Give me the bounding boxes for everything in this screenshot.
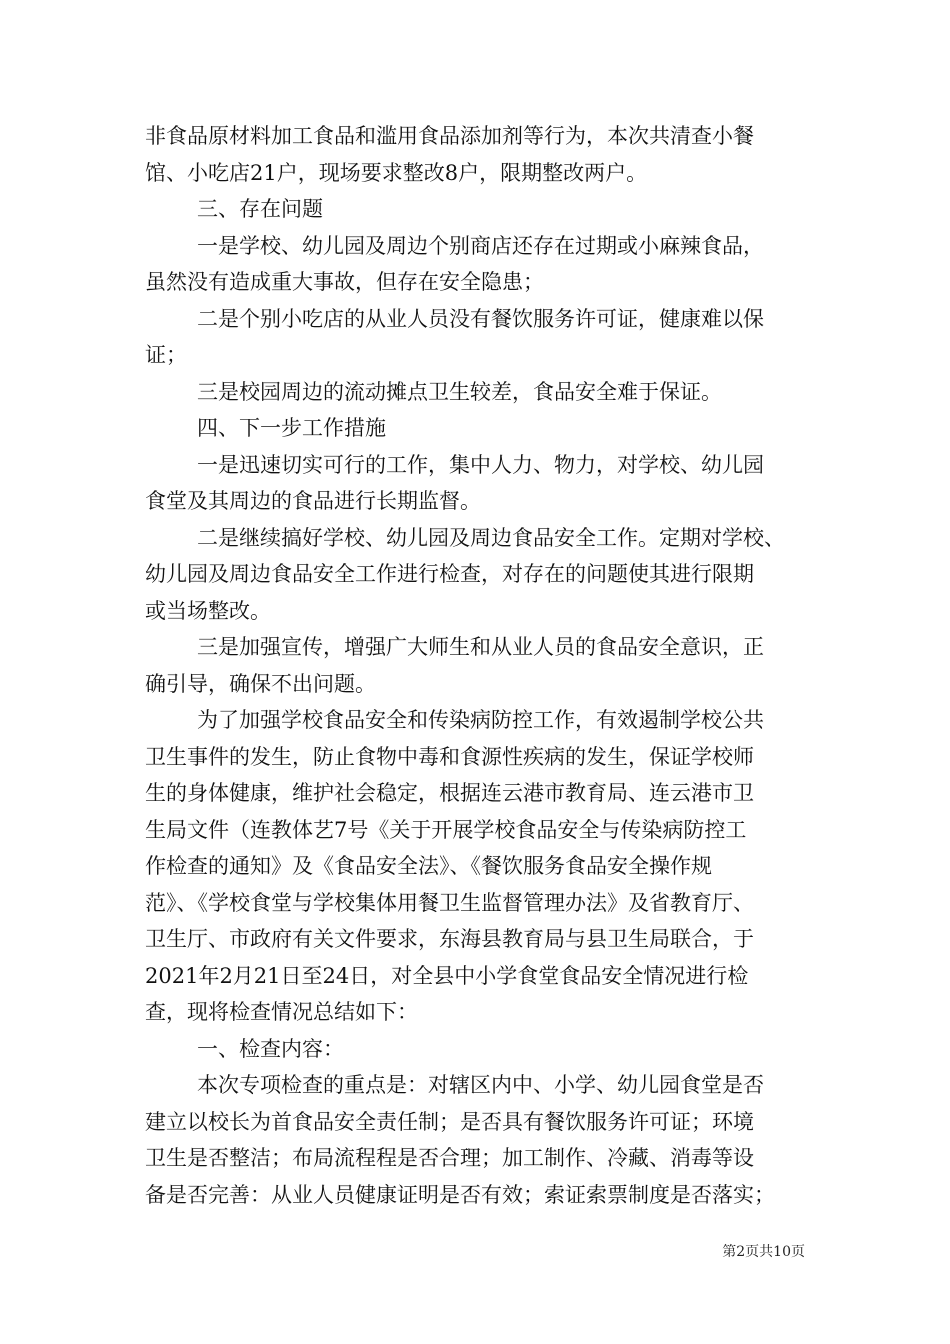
text-line: 馆、小吃店21户，现场要求整改8户，限期整改两户。 [145,160,648,185]
text-line: 三是加强宣传，增强广大师生和从业人员的食品安全意识，正 [197,635,764,659]
text-line: 本次专项检查的重点是：对辖区内中、小学、幼儿园食堂是否 [197,1073,764,1097]
text-line: 卫生事件的发生，防止食物中毒和食源性疾病的发生，保证学校师 [145,744,754,769]
text-line: 范》、《学校食堂与学校集体用餐卫生监督管理办法》及省教育厅、 [145,890,754,915]
text-line: 卫生厅、市政府有关文件要求，东海县教育局与县卫生局联合，于 [145,927,754,951]
text-line: 或当场整改。 [145,598,271,623]
text-line: 一是学校、幼儿园及周边个别商店还存在过期或小麻辣食品， [197,233,764,258]
text-line: 食堂及其周边的食品进行长期监督。 [145,489,481,513]
text-line: 生局文件（连教体艺7号《关于开展学校食品安全与传染病防控工 [145,817,747,842]
text-line: 三是校园周边的流动摊点卫生较差，食品安全难于保证。 [197,379,722,404]
text-line: 虽然没有造成重大事故，但存在安全隐患； [145,270,544,294]
text-line: 卫生是否整洁；布局流程程是否合理；加工制作、冷藏、消毒等设 [145,1146,754,1170]
text-line: 二是继续搞好学校、幼儿园及周边食品安全工作。定期对学校、 [197,525,785,550]
page-footer: 第2页共10页 [722,1244,805,1260]
text-line: 确引导，确保不出问题。 [145,671,376,696]
text-line: 四、下一步工作措施 [197,416,386,440]
text-line: 为了加强学校食品安全和传染病防控工作，有效遏制学校公共 [197,708,764,732]
text-line: 备是否完善：从业人员健康证明是否有效；索证索票制度是否落实； [145,1182,775,1207]
text-line: 三、存在问题 [197,197,323,221]
text-line: 证； [145,343,187,367]
text-line: 生的身体健康，维护社会稳定，根据连云港市教育局、连云港市卫 [145,781,754,805]
text-line: 建立以校长为首食品安全责任制；是否具有餐饮服务许可证；环境 [145,1109,754,1134]
text-line: 一是迅速切实可行的工作，集中人力、物力，对学校、幼儿园 [197,452,764,477]
text-line: 幼儿园及周边食品安全工作进行检查，对存在的问题使其进行限期 [145,562,754,586]
document-body [145,118,835,1213]
text-line: 非食品原材料加工食品和滥用食品添加剂等行为，本次共清查小餐 [145,124,754,148]
text-line: 2021年2月21日至24日，对全县中小学食堂食品安全情况进行检 [145,963,749,988]
text-line: 二是个别小吃店的从业人员没有餐饮服务许可证，健康难以保 [197,306,764,331]
text-line: 作检查的通知》及《食品安全法》、《餐饮服务食品安全操作规 [145,854,712,878]
text-line: 一、检查内容： [197,1036,344,1061]
text-line: 查，现将检查情况总结如下： [145,1000,418,1024]
